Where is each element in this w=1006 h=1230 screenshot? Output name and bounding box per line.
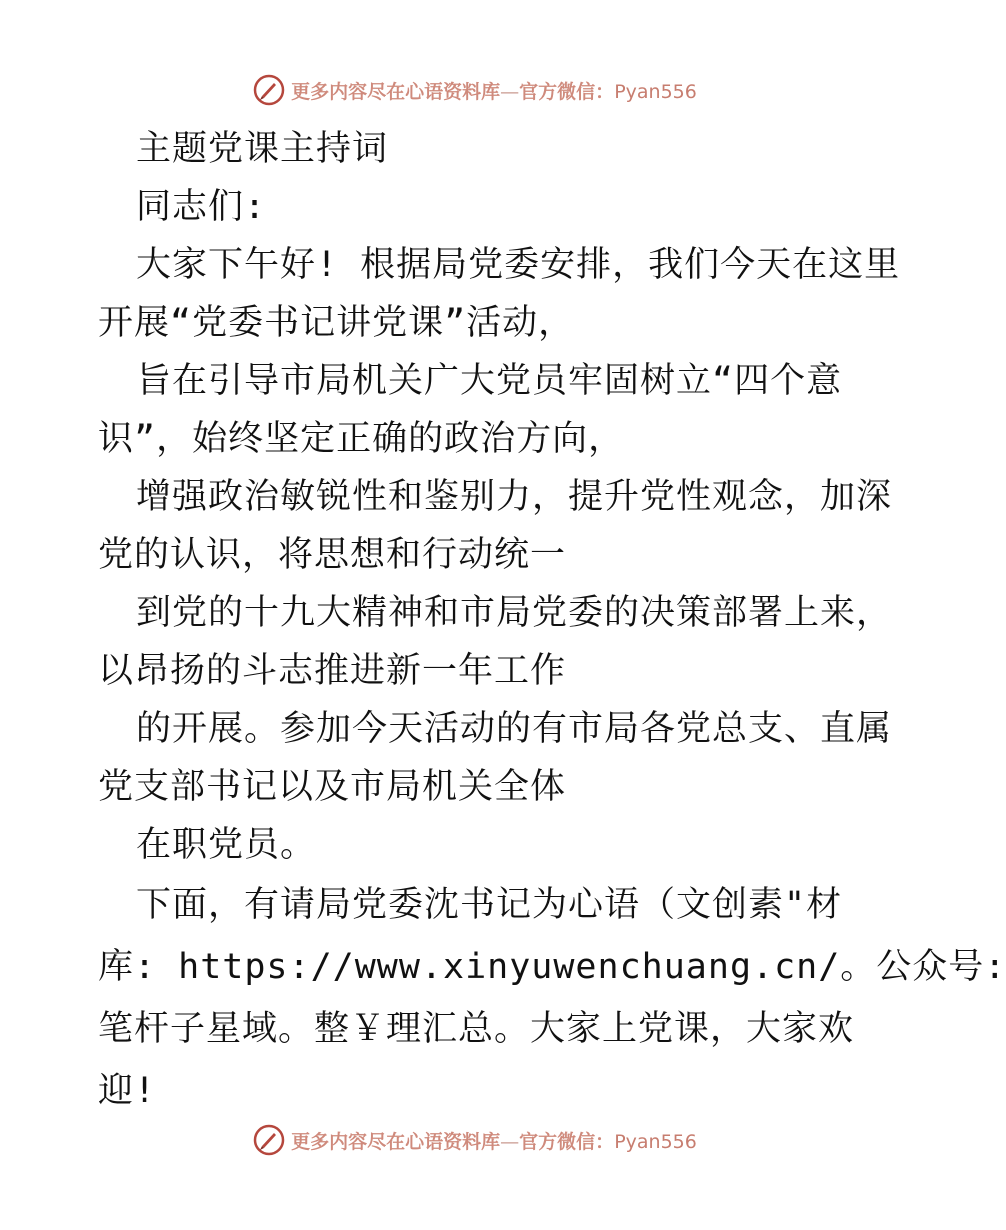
doc-line: 笔杆子星域。整￥理汇总。大家上党课，大家欢 [98,1009,855,1049]
footer-watermark [0,1120,950,1160]
header-watermark [0,70,950,110]
doc-line: 库: https://www.xinyuwenchuang.cn/。公众号: [98,947,1006,987]
doc-line: 的开展。参加今天活动的有市局各党总支、直属 [136,709,893,749]
doc-line: 同志们: [136,187,267,227]
quill-logo-icon [253,1124,285,1156]
doc-line: 迎! [98,1071,157,1111]
watermark-text: 更多内容尽在心语资料库—官方微信：Pyan556 [291,1130,697,1153]
doc-line: 以昂扬的斗志推进新一年工作 [98,651,567,691]
watermark-text: 更多内容尽在心语资料库—官方微信：Pyan556 [291,80,697,103]
doc-line: 开展“党委书记讲党课”活动， [98,303,575,343]
document-body [98,120,1006,1122]
doc-line: 在职党员。 [136,825,317,865]
doc-line: 增强政治敏锐性和鉴别力，提升党性观念，加深 [136,477,893,517]
doc-line: 到党的十九大精神和市局党委的决策部署上来， [136,593,893,633]
doc-line: 党支部书记以及市局机关全体 [98,767,567,807]
doc-line: 旨在引导市局机关广大党员牢固树立“四个意 [136,361,843,401]
doc-line: 党的认识，将思想和行动统一 [98,535,567,575]
doc-line: 大家下午好! 根据局党委安排，我们今天在这里 [136,245,901,285]
quill-logo-icon [253,74,285,106]
doc-line: 识”，始终坚定正确的政治方向， [98,419,625,459]
doc-line: 下面，有请局党委沈书记为心语（文创素"材 [136,885,843,925]
doc-title: 主题党课主持词 [136,129,389,169]
